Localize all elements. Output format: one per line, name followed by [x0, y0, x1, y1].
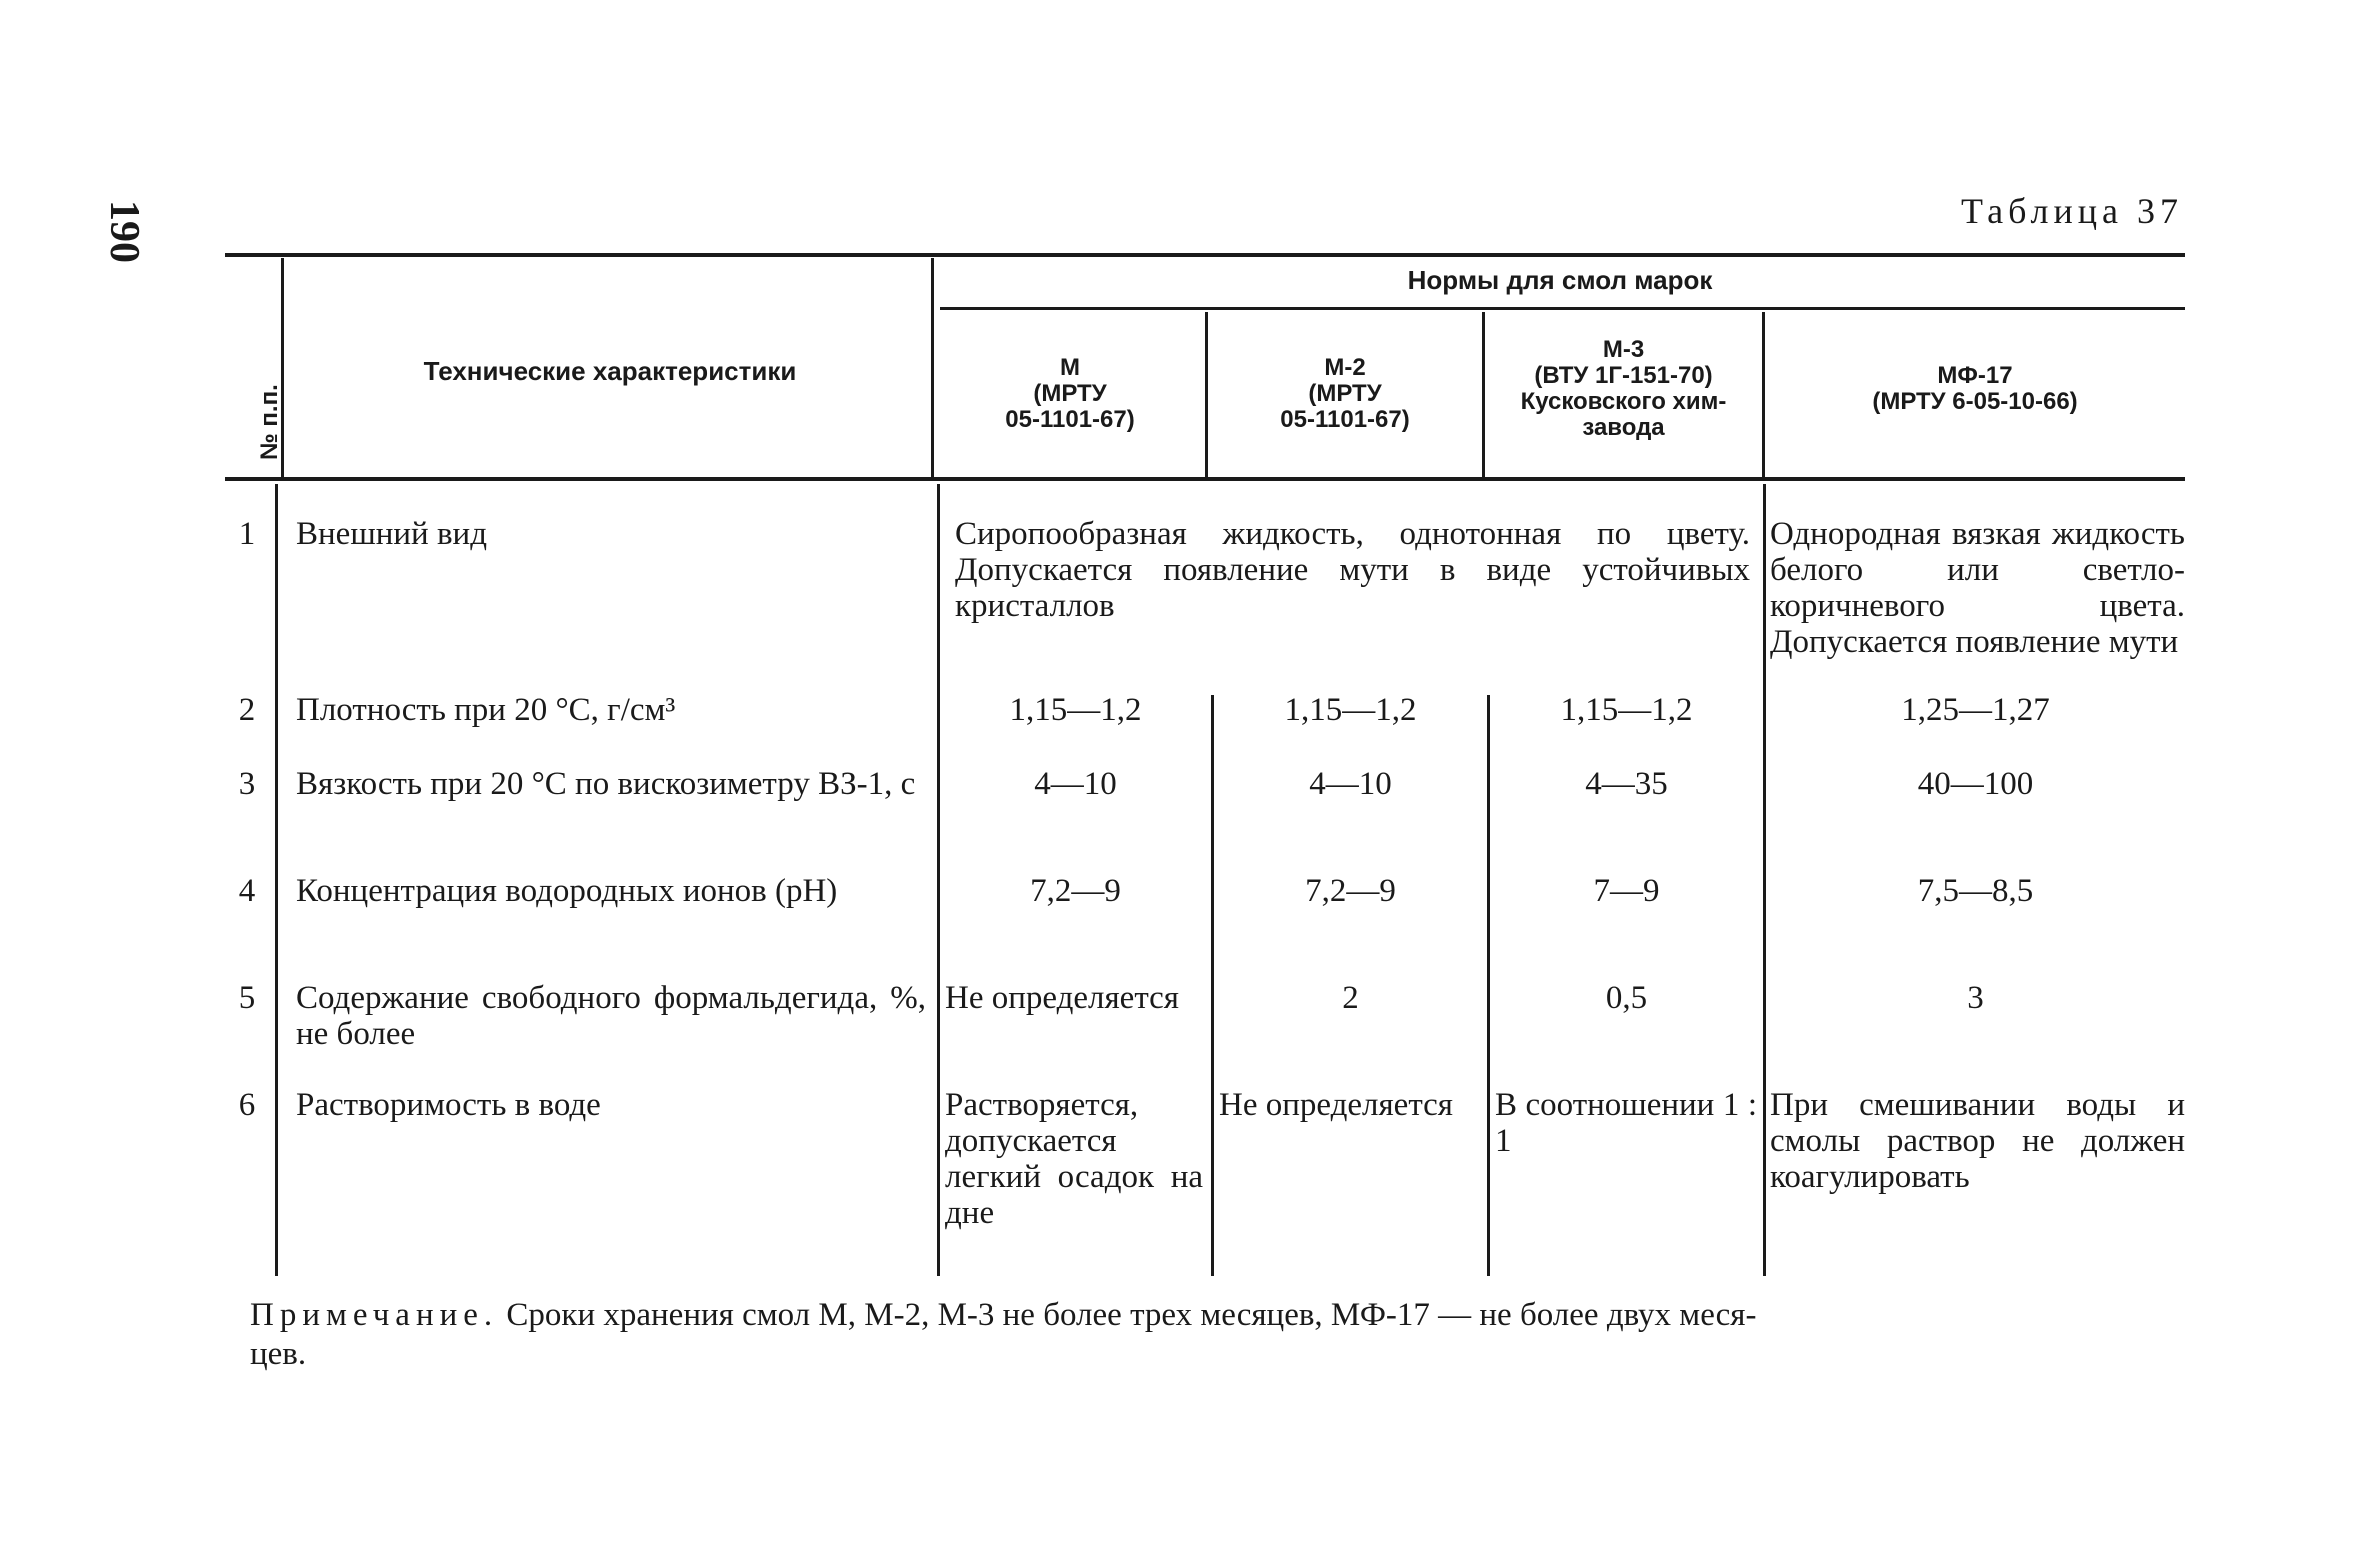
row-value-m3: 1,15—1,2	[1560, 692, 1693, 728]
mark-header-mf17	[1765, 363, 2185, 415]
mark-spec: (МРТУ 6-05-10-66)	[1872, 388, 2078, 415]
table-top-rule	[225, 253, 2185, 257]
row-value-mf17: Однородная вязкая жидкость белого или светло-коричневого цвета. Допускается появление мути	[1770, 516, 2185, 660]
row-value-m3: В соотношении 1 : 1	[1495, 1087, 1757, 1159]
row-value-m: 7,2—9	[1030, 873, 1121, 909]
row-value-m2: 2	[1342, 980, 1359, 1016]
table-note	[250, 1296, 2185, 1334]
row-value-m3: 0,5	[1605, 980, 1648, 1016]
mark-spec: (МРТУ	[1033, 380, 1107, 407]
header-bottom-rule	[225, 477, 2185, 481]
mark-header-m3	[1485, 337, 1762, 441]
num-column-header: № п.п.	[256, 384, 283, 460]
note-continuation: цев.	[250, 1336, 307, 1372]
mark-spec: (ВТУ 1Г-151-70)	[1534, 362, 1713, 389]
body-vline-1	[275, 484, 278, 1276]
row-value-mf17: 40—100	[1917, 766, 2034, 802]
mark-spec: 05-1101-67)	[1280, 406, 1410, 433]
mark-spec: Кусковского хим-	[1520, 388, 1727, 415]
norms-rule	[940, 307, 2185, 310]
row-value-mf17: При смешивании воды и смолы раствор не должен коагулировать	[1770, 1087, 2185, 1195]
mark-name: М-3	[1602, 336, 1645, 363]
mark-name: М-2	[1324, 354, 1366, 381]
note-text: Сроки хранения смол М, М-2, М-3 не более трех месяцев, МФ-17 — не более двух меся-	[506, 1297, 1757, 1333]
row-value-m: 1,15—1,2	[1009, 692, 1142, 728]
row-number: 5	[238, 980, 256, 1016]
row-number: 3	[238, 766, 256, 802]
page-number: 190	[101, 200, 147, 263]
mark-spec: 05-1101-67)	[1005, 406, 1135, 433]
mark-header-m	[935, 355, 1205, 433]
header-vline-2	[931, 258, 934, 477]
row-number: 4	[238, 873, 256, 909]
table-caption: Таблица 37	[1961, 191, 2183, 231]
row-name: Вязкость при 20 °С по вискозиметру ВЗ-1, с	[296, 766, 916, 802]
row-name: Содержание свободного формальдегида, %, не более	[296, 980, 926, 1052]
row-value-m3: 7—9	[1593, 873, 1660, 909]
tech-characteristics-header: Технические характеристики	[423, 356, 797, 386]
row-value-mf17: 1,25—1,27	[1901, 692, 2050, 728]
row-value-m: 4—10	[1034, 766, 1117, 802]
row-name: Растворимость в воде	[296, 1087, 601, 1123]
row-name: Плотность при 20 °С, г/см³	[296, 692, 676, 728]
row-value-m2: 7,2—9	[1305, 873, 1396, 909]
row-number: 6	[238, 1087, 256, 1123]
row-value-m2: 4—10	[1309, 766, 1392, 802]
row-value-m: Не определяется	[945, 980, 1179, 1016]
note-label: Примечание.	[250, 1297, 499, 1333]
mark-header-m2	[1208, 355, 1482, 433]
row-value-m-m2-m3: Сиропообразная жидкость, однотонная по цвету. Допускается появление мути в виде устойчивых кристаллов	[955, 516, 1750, 624]
row-value-m2: 1,15—1,2	[1284, 692, 1417, 728]
row-value-mf17: 7,5—8,5	[1917, 873, 2034, 909]
mark-spec: (МРТУ	[1308, 380, 1382, 407]
row-value-m: Растворяется, допускается легкий осадок на дне	[945, 1087, 1203, 1231]
mark-name: М	[1060, 354, 1080, 381]
norms-header: Нормы для смол марок	[1407, 265, 1713, 295]
row-number: 1	[238, 516, 256, 552]
mark-name: МФ-17	[1937, 362, 2013, 389]
row-name: Внешний вид	[296, 516, 487, 552]
row-number: 2	[238, 692, 256, 728]
row-value-mf17: 3	[1967, 980, 1984, 1016]
row-name: Концентрация водородных ионов (pH)	[296, 873, 838, 909]
row-value-m2: Не определяется	[1219, 1087, 1453, 1123]
mark-spec: завода	[1582, 414, 1665, 441]
row-value-m3: 4—35	[1585, 766, 1668, 802]
